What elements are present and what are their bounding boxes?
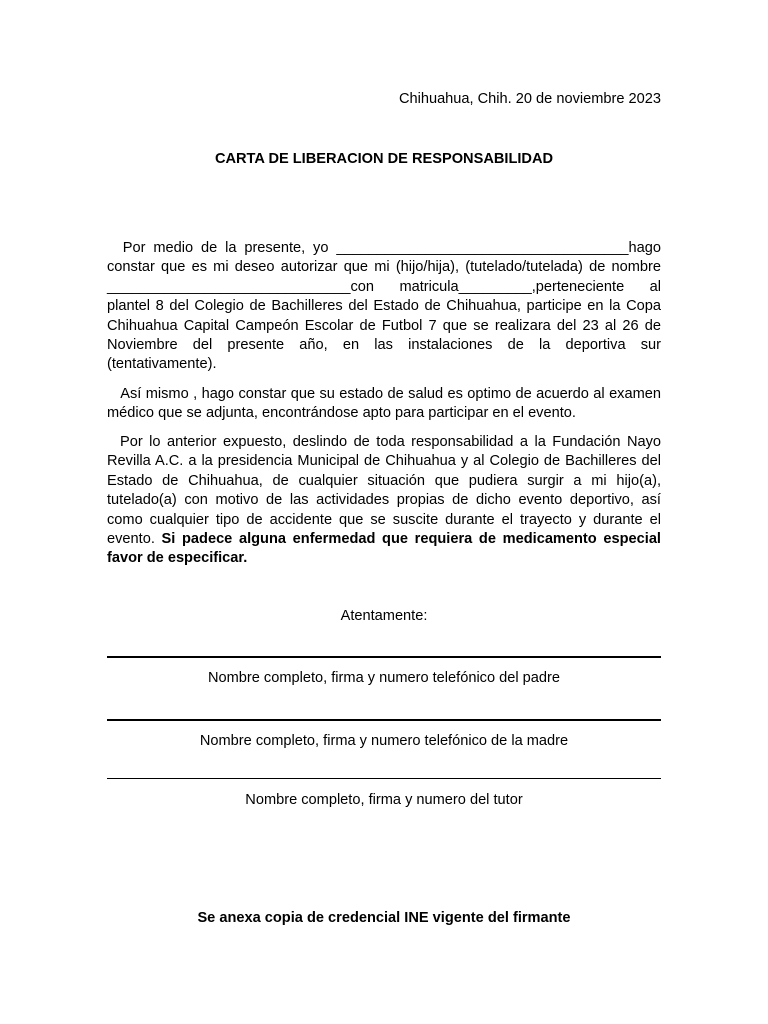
signature-line-mother [107,719,661,721]
date-line: Chihuahua, Chih. 20 de noviembre 2023 [398,91,661,107]
document-title: CARTA DE LIBERACION DE RESPONSABILIDAD [214,151,554,167]
signature-label-father: Nombre completo, firma y numero telefónico del padre [207,670,561,686]
signature-line-tutor [107,778,661,779]
signature-label-mother: Nombre completo, firma y numero telefónico de la madre [199,733,569,749]
signature-label-tutor: Nombre completo, firma y numero del tutor [245,792,523,808]
paragraph-line: ______________________________con matricula_________,perteneciente al [107,278,661,295]
paragraph-text: Por lo anterior expuesto, deslindo de toda responsabilidad a la Fundación Nayo Revilla A.C. a la presidencia Municipal de Chihuahua y al Colegio de Bachilleres del Estado de Chihuahua, de cualquier situación que pudiera surgir a mi hijo(a), tutelado(a) con motivo de las actividades propias de dicho evento deportivo, así como cualquier tipo de accidente que se suscite durante el trayecto y durante el evento. [107,434,666,548]
paragraph-liability [107,433,666,569]
paragraph-line: constar que es mi deseo autorizar que mi (hijo/hija), (tutelado/tutelada) de nombre [107,259,661,276]
paragraph-line: Por medio de la presente, yo ____________________________________hago [107,240,661,256]
paragraph-health: Así mismo , hago constar que su estado de salud es optimo de acuerdo al examen médico que se adjunta, encontrándose apto para participar en el evento. [107,386,666,422]
footer-note: Se anexa copia de credencial INE vigente del firmante [197,910,571,926]
paragraph-text: plantel 8 del Colegio de Bachilleres del Estado de Chihuahua, participe en la Copa Chihuahua Capital Campeón Escolar de Futbol 7 que se realizara del 23 al 26 de Noviembre del presente año, en las instalaciones de la deportiva sur (tentativamente). [107,298,661,373]
closing-text: Atentamente: [340,608,428,624]
medication-notice: Si padece alguna enfermedad que requiera de medicamento especial favor de especificar. [107,531,666,567]
paragraph-authorization [107,239,661,375]
signature-line-father [107,656,661,658]
